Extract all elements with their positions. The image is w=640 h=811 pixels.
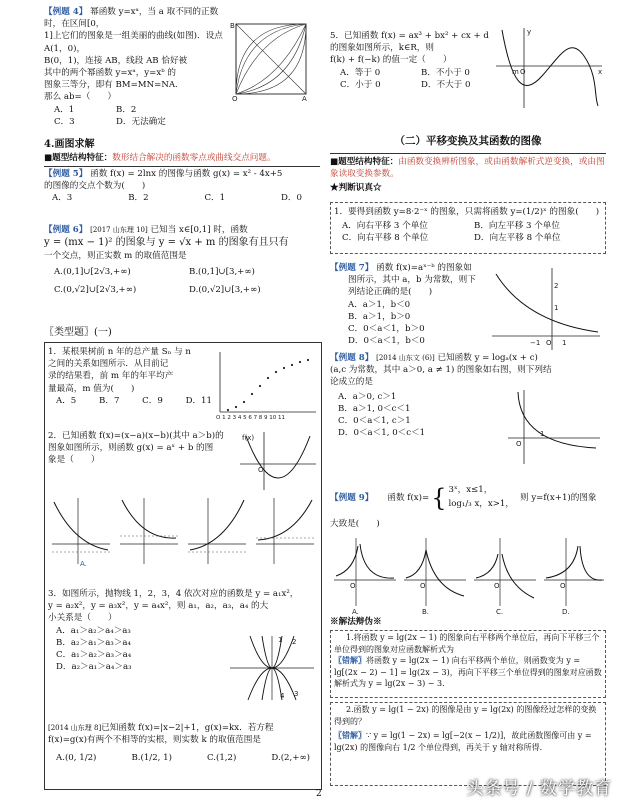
svg-text:2: 2 <box>292 638 297 646</box>
question-3: 3．如图所示，抛物线 1，2，3，4 依次对应的函数是 y = a₁x²， y = a₂x²，y = a₃x²，y = a₄x²，则 a₁，a₂，a₃，a₄ 的大 小关系是（ ） A．a₁＞a₂＞a₄＞a₃ B．a₂＞a₁＞a₃＞a₄ C．a₁＞a₂＞a₃＞a₄ D．a₂＞a₁＞a₄＞a₃ 1 2 3 4 <box>48 588 318 673</box>
ex4-line-2: 1]上它们的图象是一组美丽的曲线(如图)．设点 A(1，0)， <box>44 31 223 54</box>
q2-choice-a-graph <box>52 498 110 564</box>
svg-text:2: 2 <box>554 282 559 290</box>
question-4: [2014 山东理 8]已知函数 f(x)=|x−2|+1，g(x)=kx．若方程 f(x)=g(x)有两个不相等的实根，则实数 k 的取值范围是 A.(0, 1/2) B.(1/2, 1) C.(1,2) D.(2,+∞) <box>48 722 318 765</box>
error-analysis: ※解法辩伪※ <box>330 617 382 627</box>
section-divider <box>330 153 606 154</box>
svg-text:O: O <box>258 466 264 474</box>
ex7-options: A．a＞1，b＜0 B．a＞1，b＞0 C．0＜a＜1，b＞0 D．0＜a＜1，b＜0 <box>348 299 425 347</box>
svg-text:O 1 2 3 4 5 6 7 8 9 10 11: O 1 2 3 4 5 6 7 8 9 10 11 <box>216 415 286 420</box>
judge-options: A．向右平移 3 个单位 B．向左平移 3 个单位 C．向右平移 8 个单位 D．向左平移 8 个单位 <box>342 221 561 244</box>
svg-text:O: O <box>516 440 522 448</box>
ex4-line-4: 其中的两个幂函数 y=xᵃ，y=xᵇ 的 <box>44 68 176 79</box>
svg-text:B.: B. <box>422 608 430 616</box>
example-6: 【例题 6】 [2017 山东理 10] 已知当 x∈[0,1] 时，函数 y = (mx − 1)² 的图象与 y = √x + m 的图象有且只有 一个交点，则正实数 m 的取值范围是 A.(0,1]∪[2√3,+∞) B.(0,1]∪[3,+∞) C.(0,√2]∪[2√3,+∞) D.(0,√2]∪[3,+∞) <box>44 224 320 296</box>
q2-choice-a-label: A. <box>80 560 87 568</box>
ex4-line-5: 图象三等分，即有 BM=MN=NA. <box>44 80 178 91</box>
svg-text:O: O <box>560 582 566 590</box>
example-7: 【例题 7】 函数 f(x)=aˣ⁻ᵇ 的图象如 图所示，其中 a，b 为常数，则下 列结论正确的是( ) A．a＞1，b＜0 B．a＞1，b＞0 C．0＜a＜1，b＞0 D．0＜a＜1，b＜0 2 1 O 1 −1 <box>330 262 606 347</box>
q3-options: A．a₁＞a₂＞a₄＞a₃ B．a₂＞a₁＞a₃＞a₄ C．a₁＞a₂＞a₃＞a₄ D．a₂＞a₁＞a₄＞a₃ <box>56 625 132 673</box>
ex4-line-1: 【例题 4】 幂函数 y=xᵃ，当 a 取不同的正数时，在区间[0， <box>44 7 219 30</box>
ex5-options: A．3 B．2 C．1 D．0 <box>52 193 302 204</box>
ex4-power-curves-figure <box>230 20 312 104</box>
svg-text:−1: −1 <box>530 339 541 347</box>
svg-text:O: O <box>494 582 500 590</box>
q2-choice-d-graph <box>256 498 314 564</box>
q4-options: A.(0, 1/2) B.(1/2, 1) C.(1,2) D.(2,+∞) <box>56 753 310 764</box>
watermark: 头条号 / 数学教育 <box>466 778 612 799</box>
error-problem-2: 2.函数 y = lg(1 − 2x) 的图像是由 y = lg(2x) 的图像经过怎样的变换得到的？ 〖错解〗∵ y = lg(1 − 2x) = lg[−2(x − 1/2)]，故此函数图像可由 y = lg(2x) 的图像向右 1/2 个单位得到，再关于 y 轴对称所得． <box>334 705 597 753</box>
ex4-line-3: B(0，1)，连接 AB，线段 AB 恰好被 <box>44 55 188 66</box>
svg-text:O: O <box>232 95 238 103</box>
svg-text:D.: D. <box>562 608 570 616</box>
section-4-type: ■题型结构特征：数形结合解决的函数零点或曲线交点问题。 <box>44 153 276 164</box>
q2-choice-b-graph <box>120 498 178 564</box>
q2-fx-label: f(x) <box>242 434 255 442</box>
question-5: 5．已知函数 f(x) = ax³ + bx² + cx + d 的图象如图所示，k∈R，则 f(k) + f(−k) 的值一定（ ） A．等于 0 B．不小于 0 C．小于 0 D．不大于 0 O m x y <box>330 30 606 91</box>
q5-options: A．等于 0 B．不小于 0 C．小于 0 D．不大于 0 <box>340 67 471 90</box>
svg-text:O: O <box>546 339 552 347</box>
q2-fx-parabola-figure <box>238 430 318 492</box>
svg-text:1: 1 <box>562 339 567 347</box>
svg-text:4: 4 <box>280 692 285 700</box>
ex9-choice-d-graph <box>544 538 604 616</box>
ex4-options: A．1 B．2 C．3 D．无法确定 <box>54 104 166 127</box>
svg-text:A: A <box>302 95 307 103</box>
svg-text:y: y <box>527 28 532 36</box>
svg-text:A.: A. <box>352 608 359 616</box>
section-4-title: 4.画图求解 <box>44 139 95 150</box>
question-1: 1．某根果树前 n 年的总产量 Sₙ 与 n 之间的关系如图所示．从目前记 录的结果看，前 m 年的年平均产 量最高，m 值为( ) A．5 B．7 C．9 D．11 O 1 2 3 4 5 6 7 8 9 10 11 <box>48 346 318 407</box>
error-problem-1: 1.将函数 y = lg(2x − 1) 的图象向右平移两个单位后，再向下平移三个单位得到的图象对应函数解析式为 〖错解〗将函数 y = lg(2x − 1) 向右平移两个单位，则函数变为 y = lg[(2x − 2) − 1] = lg(2x − 3)，再向下平移三个单位得到的图象对应函数解析式为 y = lg(2x − 3) − 3． <box>334 633 602 689</box>
svg-text:3: 3 <box>294 690 299 698</box>
svg-text:C.: C. <box>496 608 504 616</box>
svg-text:m: m <box>512 68 519 76</box>
ex8-log-figure <box>506 388 602 466</box>
judge-question-1: 1．要得到函数 y=8·2⁻ˣ 的图象，只需将函数 y=(1/2)ˣ 的图象( ) A．向右平移 3 个单位 B．向左平移 3 个单位 C．向右平移 8 个单位 D．向左平移 8 个单位 <box>334 206 602 245</box>
svg-text:B: B <box>230 22 235 30</box>
ex9-choice-a-graph <box>334 538 396 616</box>
q1-yield-scatter-figure <box>214 350 318 420</box>
question-2: 2．已知函数 f(x)=(x−a)(x−b)(其中 a＞b)的 图象如图所示，则函数 g(x) = aˣ + b 的图 象是（ ） f(x) O A. <box>48 430 318 467</box>
ex7-exponential-figure <box>490 266 602 352</box>
svg-text:O: O <box>350 582 356 590</box>
ex4-line-6: 那么 ab=（ ） <box>44 92 117 103</box>
piecewise-cases: 3ˣ，x≤1， log₁/₃ x，x>1， <box>448 485 514 509</box>
svg-text:1: 1 <box>540 430 545 438</box>
example-5: 【例题 5】 函数 f(x) = 2lnx 的图像与函数 g(x) = x² - 4x+5 的图像的交点个数为( ) A．3 B．2 C．1 D．0 <box>44 168 320 205</box>
ex6-options: A.(0,1]∪[2√3,+∞) B.(0,1]∪[3,+∞) C.(0,√2]∪[2√3,+∞) D.(0,√2]∪[3,+∞) <box>54 266 261 295</box>
svg-text:1: 1 <box>554 304 559 312</box>
example-4 <box>44 6 320 128</box>
q3-parabolas-figure <box>228 634 316 702</box>
svg-text:1: 1 <box>278 636 283 644</box>
ex8-options: A．a＞0, c＞1 B．a＞1, 0＜c＜1 C．0＜a＜1, c＞1 D．0＜a＜1, 0＜c＜1 <box>338 391 426 439</box>
page-number: 2 <box>316 789 322 799</box>
brace: { <box>431 483 447 512</box>
example-8: 【例题 8】 [2014 山东文 (6)] 已知函数 y = logₐ(x + c) (a,c 为常数，其中 a＞0, a ≠ 1) 的图象如右图，则下列结 论成立的是 A．a＞0, c＞1 B．a＞1, 0＜c＜1 C．0＜a＜1, c＞1 D．0＜a＜1, 0＜c＜1 O 1 <box>330 352 606 439</box>
q2-choice-c-graph <box>188 498 246 564</box>
q2-choice-graphs <box>48 494 318 568</box>
ex9-choice-graphs <box>330 536 606 616</box>
section-2: （二）平移变换及其函数的图像 ■题型结构特征：由函数变换辨析图象，或由函数解析式逆变换，或由图象读取变换参数。 ★判断识真☆ <box>330 135 605 194</box>
q5-cubic-figure <box>494 26 604 110</box>
ex9-choice-c-graph <box>474 538 536 616</box>
q1-options: A．5 B．7 C．9 D．11 <box>56 395 212 406</box>
type-question-title: 〖类型题〗(一) <box>44 327 112 338</box>
svg-text:x: x <box>598 68 603 76</box>
section-4 <box>44 138 320 167</box>
example-9: 【例题 9】 函数 f(x)= { 3ˣ，x≤1， log₁/₃ x，x>1， 则 y=f(x+1)的图象 大致是( ) O A. O B. O C. O D. <box>330 484 606 530</box>
svg-text:O: O <box>520 68 526 76</box>
ex9-choice-b-graph <box>404 538 466 616</box>
svg-text:O: O <box>420 582 426 590</box>
